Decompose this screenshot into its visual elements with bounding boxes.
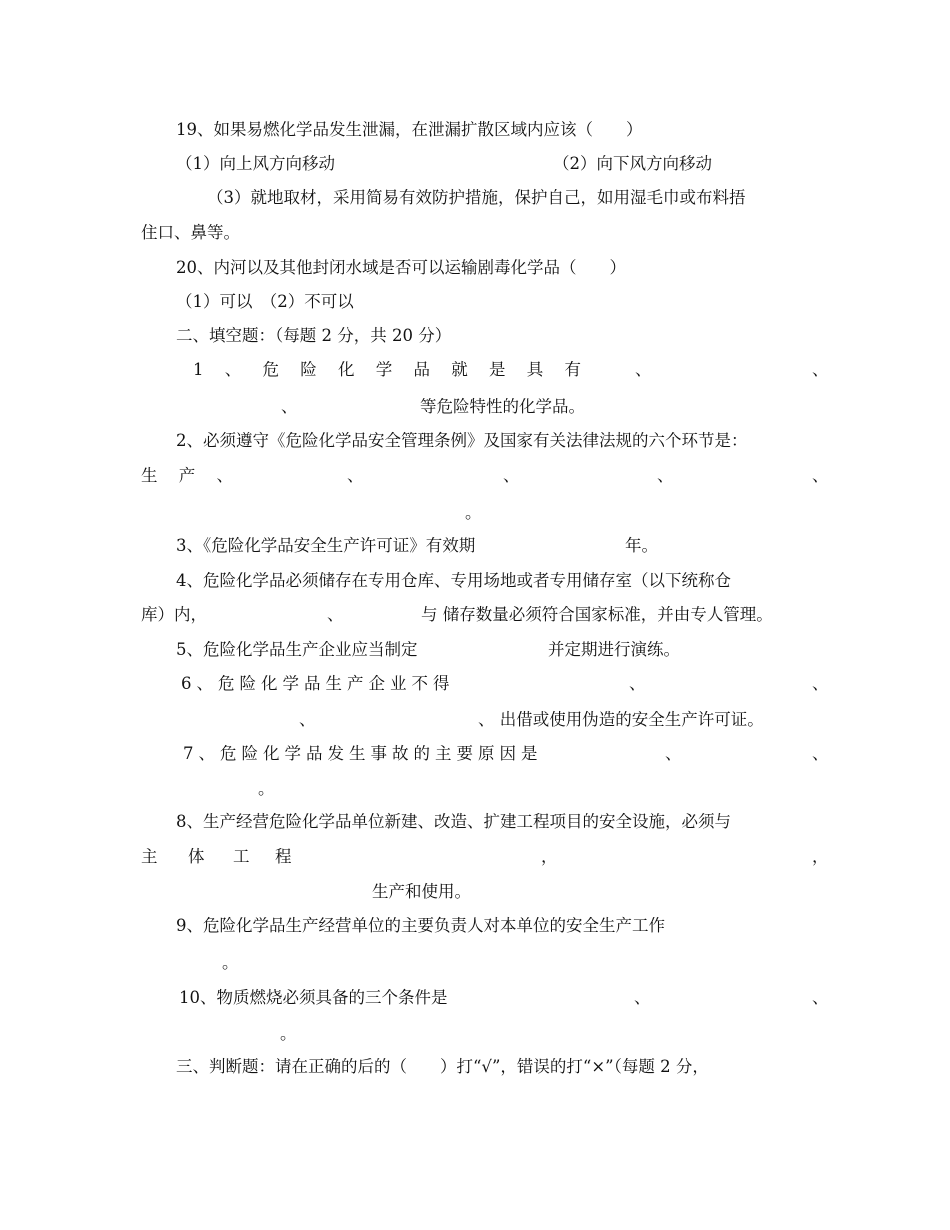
fill-7-end: 。: [258, 779, 275, 798]
fill-7-sep-b: 、: [812, 744, 829, 763]
fill-1-sep-a: 、: [635, 360, 652, 379]
fill-2-sep-d: 、: [812, 466, 829, 485]
section-3-title: 三、判断题：请在正确的后的（ ）打“√”，错误的打“×”（每题 2 分，: [176, 1057, 709, 1076]
fill-5-text: 5、危险化学品生产企业应当制定: [176, 640, 418, 659]
fill-4-line-2: 库）内，: [141, 605, 207, 624]
fill-3-tail: 年。: [625, 536, 658, 555]
q20-stem: 20、内河以及其他封闭水域是否可以运输剧毒化学品（ ）: [176, 258, 626, 277]
fill-8-text: 8、生产经营危险化学品单位新建、改造、扩建工程项目的安全设施，必须与: [176, 812, 731, 831]
q19-option-3: （3）就地取材，采用简易有效防护措施，保护自己，如用湿毛巾或布料捂: [207, 188, 746, 207]
fill-6-sep-c: 、: [299, 710, 316, 729]
fill-1-tail: 等危险特性的化学品。: [420, 397, 585, 416]
q19-option-3-cont: 住口、鼻等。: [141, 223, 240, 242]
fill-8-comma-b: ，: [812, 847, 829, 866]
fill-2-production: 生 产 、: [141, 466, 241, 485]
fill-4-text: 4、危险化学品必须储存在专用仓库、专用场地或者专用储存室（以下统称仓: [176, 571, 731, 590]
fill-8-word-4: 程: [275, 847, 292, 866]
fill-7-sep-a: 、: [665, 744, 682, 763]
fill-4-sep: 、: [327, 605, 344, 624]
section-2-title: 二、填空题：（每题 2 分，共 20 分）: [176, 326, 452, 345]
q19-option-2: （2）向下风方向移动: [553, 154, 712, 173]
fill-2-sep-c: 、: [657, 466, 674, 485]
fill-1-sep-b: 、: [812, 360, 829, 379]
fill-6-sep-a: 、: [629, 674, 646, 693]
q19-stem: 19、如果易燃化学品发生泄漏，在泄漏扩散区域内应该（ ）: [176, 120, 643, 139]
fill-6-text: 6、危险化学品生产企业不得: [181, 674, 455, 693]
fill-1-sep-c: 、: [281, 397, 298, 416]
fill-2-sep-a: 、: [347, 466, 364, 485]
fill-6-tail: 、 出借或使用伪造的安全生产许可证。: [478, 710, 764, 729]
fill-10-text: 10、物质燃烧必须具备的三个条件是: [179, 988, 448, 1007]
fill-8-word-1: 主: [141, 847, 158, 866]
fill-6-sep-b: 、: [812, 674, 829, 693]
fill-9-text: 9、危险化学品生产经营单位的主要负责人对本单位的安全生产工作: [176, 916, 665, 935]
fill-10-sep-a: 、: [634, 988, 651, 1007]
fill-5-tail: 并定期进行演练。: [548, 640, 680, 659]
q19-option-1: （1）向上风方向移动: [176, 154, 335, 173]
fill-8-word-3: 工: [233, 847, 250, 866]
fill-3-text: 3、《危险化学品安全生产许可证》有效期: [176, 536, 476, 555]
fill-2-text: 2、必须遵守《危险化学品安全管理条例》及国家有关法律法规的六个环节是：: [176, 431, 748, 450]
fill-10-end: 。: [280, 1024, 297, 1043]
q20-options: （1）可以 （2）不可以: [176, 292, 354, 311]
fill-2-sep-b: 、: [503, 466, 520, 485]
fill-9-end: 。: [222, 953, 239, 972]
fill-8-comma-a: ，: [541, 847, 558, 866]
fill-10-sep-b: 、: [812, 988, 829, 1007]
fill-4-tail: 与 储存数量必须符合国家标准，并由专人管理。: [421, 605, 773, 624]
fill-8-tail: 生产和使用。: [372, 882, 471, 901]
fill-1-text: 1 、 危 险 化 学 品 就 是 具 有: [193, 360, 589, 379]
fill-8-word-2: 体: [188, 847, 205, 866]
fill-2-end: 。: [465, 503, 482, 522]
fill-7-text: 7、危险化学品发生事故的主要原因是: [183, 744, 543, 763]
